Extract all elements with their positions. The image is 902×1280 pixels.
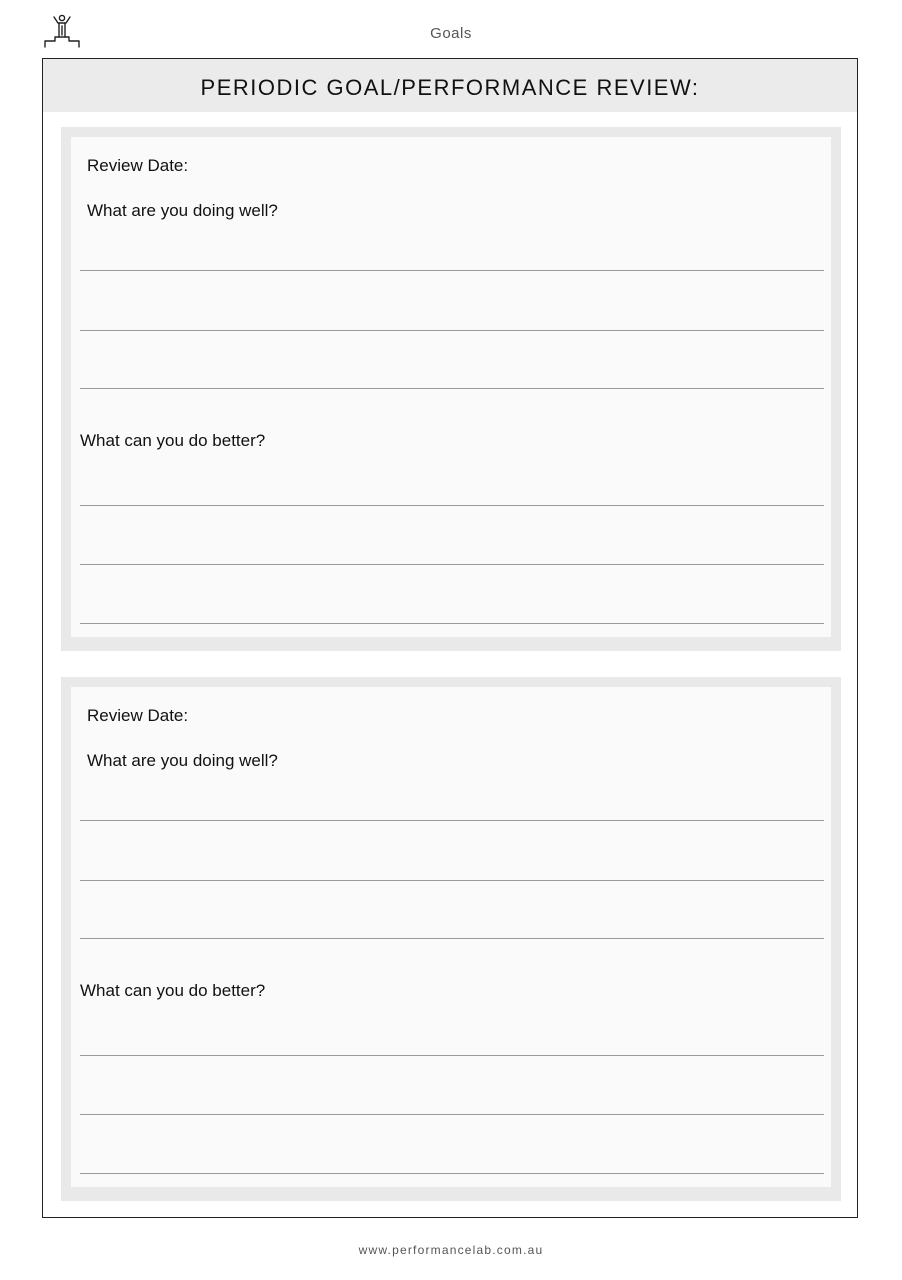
doing-well-answer-line-2[interactable] [80,330,824,331]
doing-well-answer-line-3[interactable] [80,938,824,939]
do-better-answer-line-2[interactable] [80,564,824,565]
page-header-title: Goals [430,25,472,42]
do-better-answer-line-1[interactable] [80,505,824,506]
doing-well-label: What are you doing well? [87,201,278,220]
do-better-answer-line-3[interactable] [80,623,824,624]
do-better-label: What can you do better? [80,431,266,450]
doing-well-answer-line-2[interactable] [80,880,824,881]
doing-well-answer-line-3[interactable] [80,388,824,389]
doing-well-answer-line-1[interactable] [80,820,824,821]
review-section-body [71,137,831,637]
do-better-answer-line-1[interactable] [80,1055,824,1056]
footer-url: www.performancelab.com.au [358,1243,544,1257]
review-date-label: Review Date: [87,706,189,725]
do-better-answer-line-2[interactable] [80,1114,824,1115]
doing-well-label: What are you doing well? [87,751,278,770]
do-better-answer-line-3[interactable] [80,1173,824,1174]
review-date-label: Review Date: [87,156,189,175]
do-better-label: What can you do better? [80,981,266,1000]
review-section-2 [61,677,841,1201]
form-title: PERIODIC GOAL/PERFORMANCE REVIEW: [200,75,700,100]
doing-well-answer-line-1[interactable] [80,270,824,271]
review-form [42,58,858,1218]
review-section-1 [61,127,841,651]
form-title-bar [43,59,857,112]
review-section-body [71,687,831,1187]
